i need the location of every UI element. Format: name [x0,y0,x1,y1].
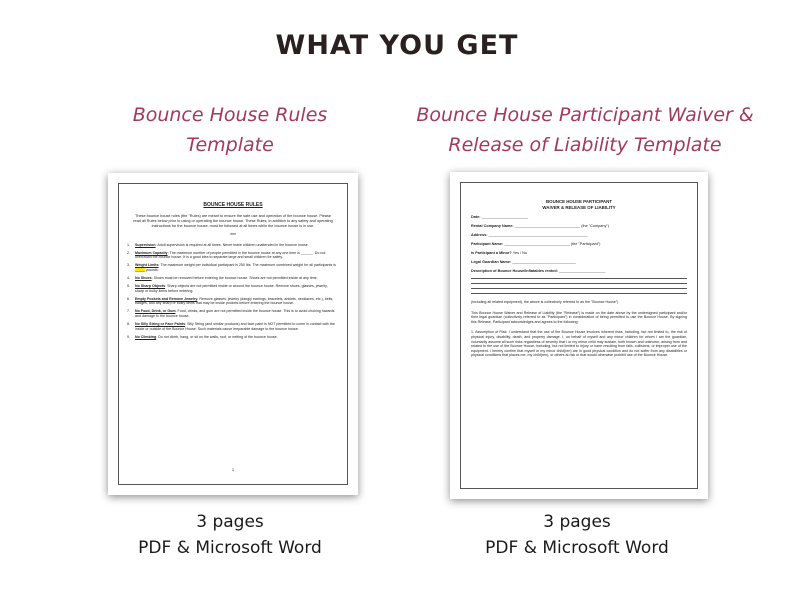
left-column-title [110,100,350,160]
rule-heading: No Climbing [135,334,157,339]
rules-doc-title: BOUNCE HOUSE RULES [203,202,263,208]
waiver-field-value: ______________________ [481,215,529,219]
waiver-document-border [460,182,698,489]
waiver-field-value: ______________________________ [512,260,576,264]
waiver-blank-line [471,278,687,279]
highlighted-blank: _____ [135,267,145,272]
waiver-field [471,233,687,238]
rule-item [127,251,337,260]
rule-text: Maximum Capacity: The maximum number of people permitted in the bounce house at any one time is ______. Do not overcrowd the bounce house. It is a good idea to separate large and small children for safety. [135,250,326,260]
rule-number: 6. [127,296,130,301]
waiver-field [471,251,687,256]
waiver-blank-line [471,283,687,284]
waiver-title-line2: WAIVER & RELEASE OF LIABILITY [542,205,616,210]
rule-number: 2. [127,250,130,255]
rule-heading: Maximum Capacity [135,250,168,255]
rule-text: No Climbing: Do not climb, hang, or sit on the walls, roof, or netting of the bounce house. [135,334,278,339]
right-column-title [400,100,770,160]
right-title-line1: Bounce House Participant Waiver & [416,104,754,126]
right-title-line2: Release of Liability Template [448,134,722,156]
left-title-line1: Bounce House Rules [132,104,328,126]
waiver-field [471,215,687,220]
rule-heading: No Sharp Objects [135,284,166,289]
rules-list [119,243,347,340]
waiver-title-line1: BOUNCE HOUSE PARTICIPANT [546,199,612,204]
rule-number: 7. [127,309,130,314]
right-formats: PDF & Microsoft Word [485,538,669,558]
rule-number: 3. [127,263,130,268]
rule-heading: Weight Limits [135,263,159,268]
headline: WHAT YOU GET [275,30,519,61]
left-title-line2: Template [186,134,274,156]
rule-item [127,322,337,331]
rule-item [127,297,337,306]
rule-text: Empty Pockets and Remove Jewelry: Remove glasses, jewelry (dangly earrings, bracelets, anklets, necklaces, etc.), belts, badges, and any sharp or bulky items that may be inside pockets before entering the bounce house. [135,296,334,306]
rules-doc-intro: These bounce house rules (the "Rules) are meant to ensure the safe use and operation of the bounce house. Please read all Rules below prior to using or operating the bounce house. These Rules, in addition to any safety and operating instructions for the bounce house, must be followed at all times while the bounce house is in use. [133,214,333,228]
rule-item [127,335,337,340]
waiver-field-value: _______________________________ (the "Participant") [504,242,601,246]
left-formats: PDF & Microsoft Word [138,538,322,558]
waiver-field [471,242,687,247]
rules-document-preview [108,173,358,495]
rule-item [127,284,337,293]
rules-doc-separator: *** [230,233,236,239]
rule-number: 5. [127,284,130,289]
waiver-fields [461,215,697,274]
rules-document-border [118,183,348,485]
rule-heading: No Food, Drink, or Gum [135,309,176,314]
waiver-field [471,260,687,265]
rule-item [127,263,337,272]
waiver-document-preview [450,172,708,499]
rule-heading: Supervision [135,242,156,247]
waiver-intro-paragraph: This Bounce House Waiver and Release of Liability (the "Release") is made on the date above by the undersigned participant and/or their legal guardian (collectively referred to as "Participant") in consideration of being permitted to use the Bounce House. By signing this Release, Participant acknowledges and agrees to the following: [471,310,687,324]
waiver-field-label: Description of Bounce House/Inflatables rented: [471,269,559,273]
rule-number: 1. [127,242,130,247]
rule-number: 4. [127,275,130,280]
waiver-field [471,269,687,274]
rule-heading: No Shoes [135,275,152,280]
rule-text: Weight Limits: The maximum weight per individual participant is 250 lbs. The maximum combined weight for all participants is _____ pounds. [135,263,336,272]
waiver-field-value: _______________________________ (the "Company") [514,224,610,228]
rule-heading: Empty Pockets and Remove Jewelry [135,296,198,301]
rule-number: 8. [127,322,130,327]
rule-heading: No Silly String or Face Paints [135,322,186,327]
rule-text: No Sharp Objects: Sharp objects are not permitted inside or around the bounce house. Remove shoes, glasses, jewelry, sharp or bulky items before entering. [135,284,328,293]
waiver-blank-line [471,288,687,289]
waiver-field-value: ______________________ [558,269,606,273]
rule-item [127,243,337,248]
rule-item [127,309,337,318]
waiver-field-label: Address: [471,233,489,237]
rule-item [127,276,337,281]
left-pages-count: 3 pages [196,512,264,532]
waiver-field-label: Date: [471,215,482,219]
waiver-field-value: _______________________________________________ [488,233,588,237]
waiver-blank-line [471,293,687,294]
rule-text: Supervision: Adult supervision is required at all times. Never leave children unattended in the bounce house. [135,242,309,247]
waiver-field [471,224,687,229]
rule-text: No Food, Drink, or Gum: Food, drinks, and gum are not permitted inside the bounce house. This is to avoid choking hazards and damage to the bounce house. [135,309,335,319]
waiver-field-label: Participant Name: [471,242,505,246]
waiver-field-value: Yes / No [512,251,527,255]
rule-text: No Silly String or Face Paints: Silly String (and similar products) and face paint is NOT permitted to come in contact with the inside or outside of the Bounce House. Such materials cause irreparable damage to the bounce house. [135,322,335,331]
rule-number: 9. [127,334,130,339]
waiver-field-label: Legal Guardian Name: [471,260,513,264]
waiver-field-label: Rental Company Name: [471,224,515,228]
rule-text: No Shoes: Shoes must be removed before entering the bounce house. Shoes are not permitted inside at any time. [135,275,318,280]
waiver-assumption-of-risk: 1. Assumption of Risk: I understand that the use of the Bounce House involves inherent risks, including, but not limited to, the risk of physical injury, disability, death, and property damage. I, on behalf of myself and any minor children for whom I am the guardian, voluntarily assume all such risks regardless of severity that I or my minor child may sustain, both known and unknown, arising from and related to the use of the Bounce House, including, but not limited to injury or harm resulting from falls, collisions, or improper use of the equipment. I hereby confirm that myself or my minor child(ren) are in good physical condition and do not suffer from any disabilities or physical conditions that places me, my child(ren), or others at risk or that would otherwise prohibit use of the Bounce House. [471,330,687,358]
rules-page-number: 1 [231,467,235,472]
right-pages-count: 3 pages [543,512,611,532]
waiver-doc-title [461,199,697,211]
waiver-field-label: Is Participant a Minor? [471,251,513,255]
waiver-equipment-note: (including all related equipment), the above is collectively referred to as the "Bounce House") [471,300,619,304]
